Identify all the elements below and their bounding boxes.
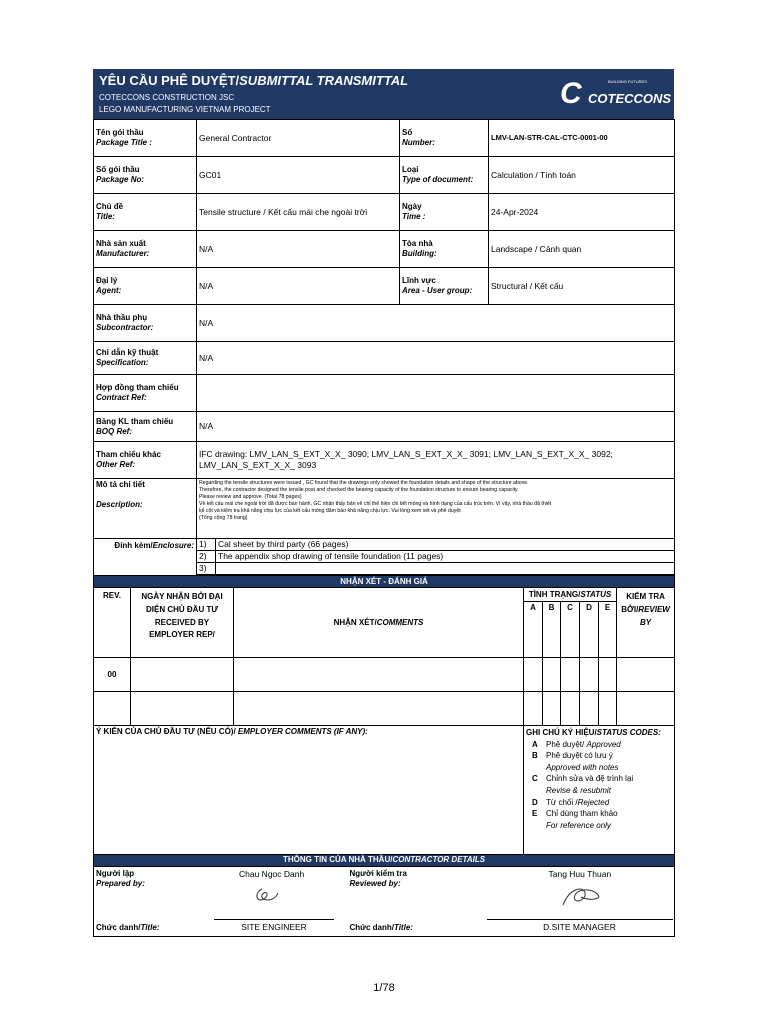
code-d: D Từ chối /Rejected xyxy=(532,797,610,807)
enclosure-no-1: 1) xyxy=(197,539,216,551)
number-value: LMV-LAN-STR-CAL-CTC-0001-00 xyxy=(489,120,675,157)
comments-cell xyxy=(234,658,524,692)
status-col-c: C xyxy=(561,602,580,658)
status-a-cell-2 xyxy=(524,692,543,726)
review-section-title: NHẬN XÉT - ĐÁNH GIÁ xyxy=(94,576,675,588)
area-value: Structural / Kết cấu xyxy=(489,268,675,305)
package-title-value: General Contractor xyxy=(197,120,400,157)
title-value: Tensile structure / Kết cấu mái che ngoài trời xyxy=(197,194,400,231)
code-c: C Chỉnh sửa và đệ trình lại xyxy=(532,774,634,784)
submittal-form xyxy=(93,69,674,937)
status-col-e: E xyxy=(599,602,617,658)
specification-value: N/A xyxy=(197,342,675,375)
prepared-title: SITE ENGINEER xyxy=(214,919,334,933)
package-no-label: Số gói thầu Package No: xyxy=(94,157,197,194)
review-by-header: KIỂM TRA BỞI/REVIEW BY xyxy=(617,588,675,658)
status-c-cell-2 xyxy=(561,692,580,726)
status-col-b: B xyxy=(543,602,561,658)
package-no-value: GC01 xyxy=(197,157,400,194)
comments-cell-2 xyxy=(234,692,524,726)
rev-header: REV. xyxy=(94,588,131,658)
time-label: Ngày Time : xyxy=(400,194,489,231)
doc-type-value: Calculation / Tính toán xyxy=(489,157,675,194)
agent-value: N/A xyxy=(197,268,400,305)
employer-table xyxy=(93,726,675,855)
status-col-a: A xyxy=(524,602,543,658)
manufacturer-value: N/A xyxy=(197,231,400,268)
page-number: 1/78 xyxy=(373,982,395,994)
subcontractor-label: Nhà thầu phụ Subcontractor: xyxy=(94,305,197,342)
other-ref-value: IFC drawing: LMV_LAN_S_EXT_X_X_ 3090; LMV_LAN_S_EXT_X_X_ 3091; LMV_LAN_S_EXT_X_X_ 3092; LMV_LAN_S_EXT_X_X_ 3093 xyxy=(197,442,675,479)
reviewed-title: D.SITE MANAGER xyxy=(487,919,673,933)
agent-label: Đại lý Agent: xyxy=(94,268,197,305)
status-codes: GHI CHÚ KÝ HIỆU/STATUS CODES: A Phê duyệt/ Approved B Phê duyệt có lưu ý Approved with notes C Chỉnh sửa và đệ trình lại Revise & resubmit D Từ chối /Rejected E Chỉ dùng tham khảo For reference only xyxy=(524,726,675,854)
area-label: Lĩnh vực Area - User group: xyxy=(400,268,489,305)
package-title-label: Tên gói thầu Package Title : xyxy=(94,120,197,157)
description-text: Regarding the tensile structures were issued , GC found that the drawings only showed the foundation details and shape of the structure above. Therefore, the contractor designed the tensile post and checked the bearing capacity of the foundation structure to ensure bearing capacity. Please review and approve. (Total 78 pages) Về kết cấu mái che ngoài trời đã được ban hành, GC nhận thấy bản vẽ chỉ thể hiện chi tiết móng và hình dạng của cấu trúc trên. Vì vậy, nhà thầu đã thiết kế cột và kiểm tra khả năng chịu lực của kết cấu móng đảm bảo khả năng chịu lực. Vui lòng xem xét và phê duyệt (Tổng cộng 78 trang) xyxy=(197,479,675,539)
status-c-cell xyxy=(561,658,580,692)
building-value: Landscape / Cảnh quan xyxy=(489,231,675,268)
prepared-signature xyxy=(252,885,282,909)
code-b: B Phê duyệt có lưu ý xyxy=(532,751,613,761)
enclosure-no-3: 3) xyxy=(197,563,216,575)
form-banner xyxy=(93,69,674,119)
status-d-cell-2 xyxy=(580,692,599,726)
enclosure-table xyxy=(93,539,675,575)
status-header: TÌNH TRẠNG/STATUS xyxy=(524,588,617,602)
status-codes-title: GHI CHÚ KÝ HIỆU/STATUS CODES: xyxy=(526,728,661,737)
time-value: 24-Apr-2024 xyxy=(489,194,675,231)
employer-comments: Ý KIẾN CỦA CHỦ ĐẦU TƯ (NẾU CÓ)/ EMPLOYER COMMENTS (IF ANY): xyxy=(94,726,524,854)
contract-ref-label: Hợp đồng tham chiếu Contract Ref: xyxy=(94,375,197,412)
reviewed-label: Người kiểm tra Reviewed by: xyxy=(349,868,407,888)
rev-cell-2 xyxy=(94,692,131,726)
code-e: E Chỉ dùng tham khảo xyxy=(532,809,618,819)
manufacturer-label: Nhà sản xuất Manufacturer: xyxy=(94,231,197,268)
reviewed-signature xyxy=(559,883,603,911)
enclosure-item-2: The appendix shop drawing of tensile foundation (11 pages) xyxy=(216,551,675,563)
project-name: LEGO MANUFACTURING VIETNAM PROJECT xyxy=(99,105,271,114)
contractor-table xyxy=(93,855,675,937)
comments-header: NHẬN XÉT/COMMENTS xyxy=(234,588,524,658)
reviewed-title-label: Chức danh/Title: xyxy=(349,922,413,932)
status-e-cell xyxy=(599,658,617,692)
subcontractor-value: N/A xyxy=(197,305,675,342)
boq-ref-value: N/A xyxy=(197,412,675,442)
received-cell xyxy=(131,658,234,692)
reviewed-name: Tang Huu Thuan xyxy=(548,868,612,879)
received-cell-2 xyxy=(131,692,234,726)
status-b-cell xyxy=(543,658,561,692)
doc-type-label: Loại Type of document: xyxy=(400,157,489,194)
other-ref-label: Tham chiếu khác Other Ref: xyxy=(94,442,197,479)
number-label: Số Number: xyxy=(400,120,489,157)
building-label: Tòa nhà Building: xyxy=(400,231,489,268)
rev-value: 00 xyxy=(94,658,131,692)
status-col-d: D xyxy=(580,602,599,658)
title-label: Chủ đề Title: xyxy=(94,194,197,231)
prepared-block xyxy=(94,866,347,936)
company-name: COTECCONS CONSTRUCTION JSC xyxy=(99,93,235,102)
review-by-cell xyxy=(617,658,675,692)
boq-ref-label: Bảng KL tham chiếu BOQ Ref: xyxy=(94,412,197,442)
info-table xyxy=(93,119,675,539)
status-d-cell xyxy=(580,658,599,692)
prepared-label: Người lập Prepared by: xyxy=(96,868,145,888)
enclosure-item-1: Cal sheet by third party (66 pages) xyxy=(216,539,675,551)
review-by-cell-2 xyxy=(617,692,675,726)
code-a: A Phê duyệt/ Approved xyxy=(532,739,621,749)
coteccons-logo: C BUILDING FUTURES COTECCONS xyxy=(560,77,672,110)
status-a-cell xyxy=(524,658,543,692)
prepared-name: Chau Ngoc Danh xyxy=(239,868,305,879)
status-b-cell-2 xyxy=(543,692,561,726)
enclosure-label: Đính kèm/Enclosure: xyxy=(94,539,197,575)
prepared-title-label: Chức danh/Title: xyxy=(96,922,160,932)
received-header: NGÀY NHẬN BỞI ĐẠI DIỆN CHỦ ĐẦU TƯ RECEIVED BY EMPLOYER REP/ xyxy=(131,588,234,658)
status-e-cell-2 xyxy=(599,692,617,726)
form-title: YÊU CẦU PHÊ DUYỆT/SUBMITTAL TRANSMITTAL xyxy=(99,73,409,88)
description-label: Mô tả chi tiết Description: xyxy=(94,479,197,539)
reviewed-block xyxy=(347,866,675,936)
specification-label: Chỉ dẫn kỹ thuật Specification: xyxy=(94,342,197,375)
contract-ref-value xyxy=(197,375,675,412)
contractor-section-title: THÔNG TIN CỦA NHÀ THẦU/CONTRACTOR DETAILS xyxy=(94,855,675,867)
enclosure-no-2: 2) xyxy=(197,551,216,563)
enclosure-item-3 xyxy=(216,563,675,575)
review-table xyxy=(93,575,675,726)
